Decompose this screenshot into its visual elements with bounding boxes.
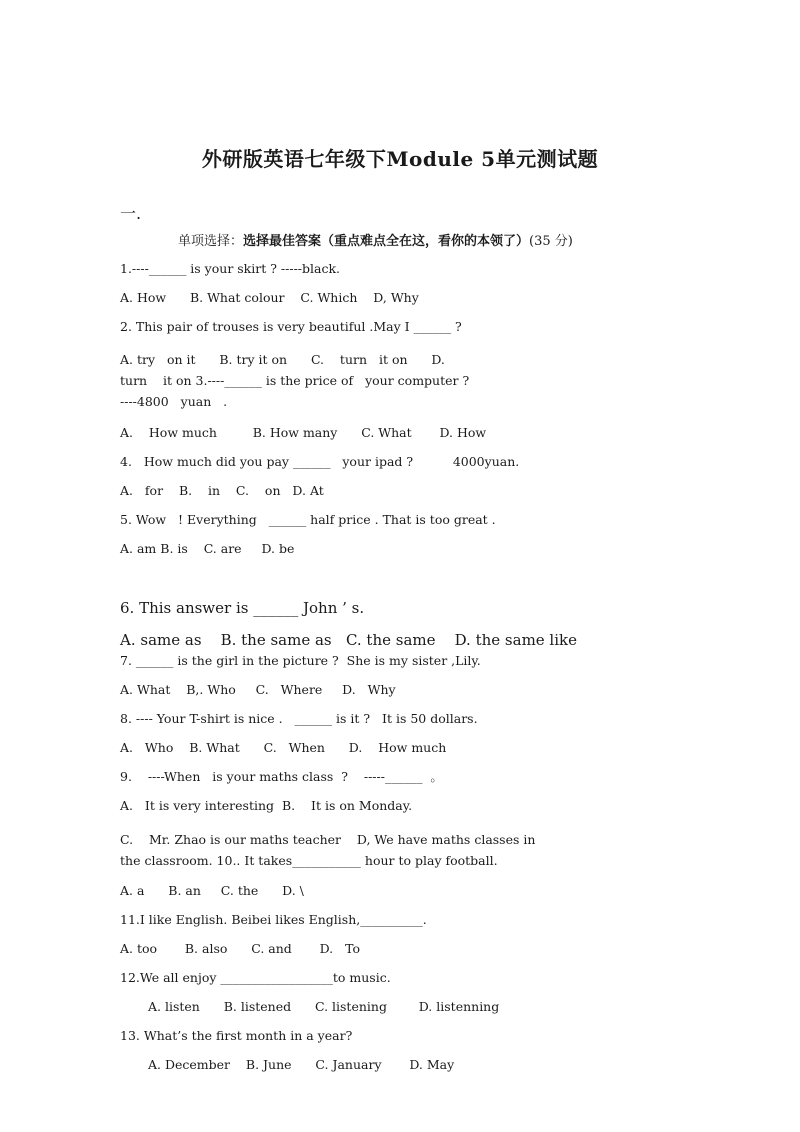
answer-options: A. What B,. Who C. Where D. Why — [120, 682, 396, 697]
answer-options: A. listen B. listened C. listening D. listenning — [148, 999, 500, 1014]
question-line: 9. ----When is your maths class ? -----______ 。 — [120, 769, 443, 784]
instruction-bold-text: 选择最佳答案（重点难点全在这，看你的本领了） — [243, 234, 530, 249]
answer-options: A. am B. is C. are D. be — [120, 541, 295, 556]
page-title: 外研版英语七年级下Module 5单元测试题 — [201, 147, 599, 171]
question-line: 12.We all enjoy __________________to music. — [120, 970, 391, 985]
question-line: 5. Wow ! Everything ______ half price . That is too great . — [120, 512, 496, 527]
answer-options: A. It is very interesting B. It is on Monday. — [120, 798, 413, 813]
instruction-label: 单项选择： — [178, 234, 244, 249]
answer-options: C. Mr. Zhao is our maths teacher D, We have maths classes in — [120, 832, 536, 847]
answer-options: A. try on it B. try it on C. turn it on D. — [120, 352, 445, 367]
question-line: 6. This answer is ______ John ’ s. — [120, 599, 365, 617]
question-line: 8. ---- Your T-shirt is nice . ______ is it ? It is 50 dollars. — [120, 711, 478, 726]
section-number: 一. — [120, 204, 142, 223]
answer-options: A. How much B. How many C. What D. How — [120, 425, 487, 440]
answer-options: A. How B. What colour C. Which D, Why — [120, 290, 419, 305]
question-line: 4. How much did you pay ______ your ipad ? 4000yuan. — [120, 454, 520, 469]
answer-options: A. for B. in C. on D. At — [120, 483, 324, 498]
question-line: 1.----______ is your skirt ? -----black. — [120, 261, 341, 276]
answer-options: A. a B. an C. the D. \ — [120, 883, 304, 898]
question-line: 2. This pair of trouses is very beautiful .May I ______ ? — [120, 319, 462, 334]
question-line: the classroom. 10.. It takes___________ hour to play football. — [120, 853, 498, 868]
question-line: 11.I like English. Beibei likes English,__________. — [120, 912, 427, 927]
answer-options: A. too B. also C. and D. To — [120, 941, 360, 956]
answer-options: A. same as B. the same as C. the same D. the same like — [120, 631, 577, 649]
question-line: 13. What’s the first month in a year? — [120, 1028, 353, 1043]
section-instruction — [178, 230, 573, 249]
answer-options: A. Who B. What C. When D. How much — [120, 740, 447, 755]
question-line: ----4800 yuan . — [120, 394, 228, 409]
instruction-score: (35 分) — [529, 234, 573, 249]
question-line: 7. ______ is the girl in the picture ? She is my sister ,Lily. — [120, 653, 481, 668]
question-line: turn it on 3.----______ is the price of your computer ? — [120, 373, 470, 388]
answer-options: A. December B. June C. January D. May — [148, 1057, 455, 1072]
